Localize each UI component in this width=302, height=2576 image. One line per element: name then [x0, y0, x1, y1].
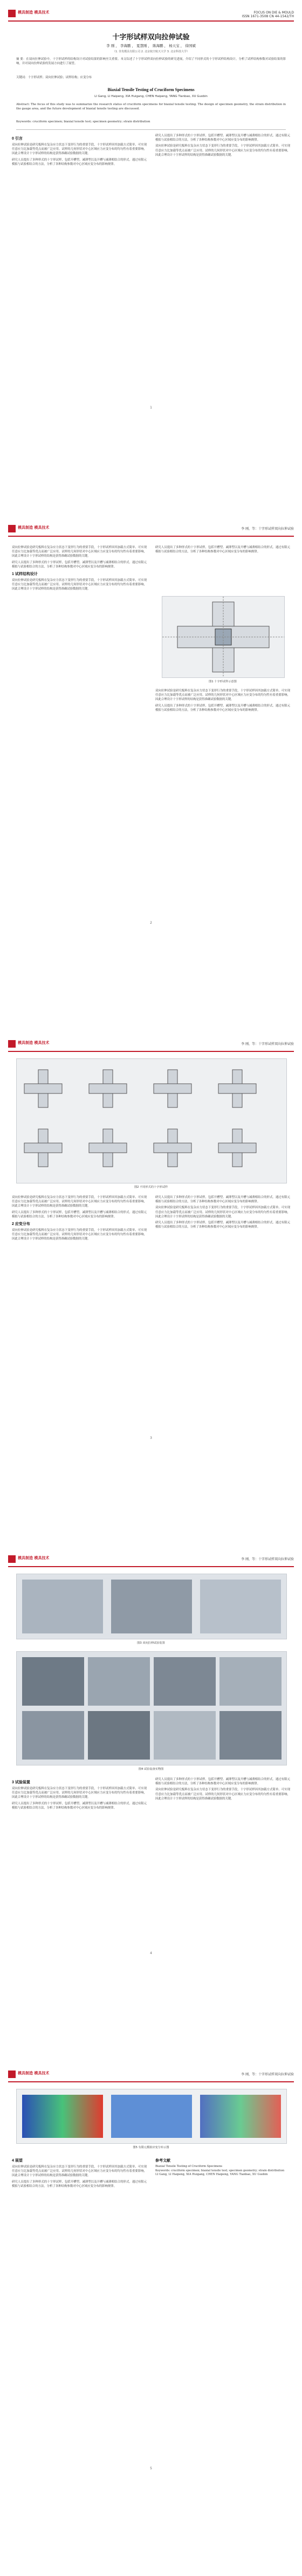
equipment-photos	[17, 1652, 286, 1765]
page-header	[8, 2069, 294, 2085]
page-header	[8, 1039, 294, 1054]
figure-3	[16, 1574, 287, 1639]
reference-list	[155, 2165, 290, 2177]
reference-item: Keywords: cruciform specimen; biaxial tensile test; specimen geometry; strain distribution	[155, 2169, 285, 2172]
p2-col-left	[12, 545, 147, 592]
paragraph: 双向拉伸试验是研究板料在复杂应力状态下变形行为的重要手段，十字形试样因其加载方式简单、可实现任意应力比加载等优点而被广泛应用。试样的几何形状对中心区域应力应变分布的均匀性有着重要影响，因此合理设计十字形试样的结构是获得准确试验数据的关键。	[12, 1196, 147, 1208]
paragraph: 双向拉伸试验是研究板料在复杂应力状态下变形行为的重要手段，十字形试样因其加载方式简单、可实现任意应力比加载等优点而被广泛应用。试样的几何形状对中心区域应力应变分布的均匀性有着重要影响，因此合理设计十字形试样的结构是获得准确试验数据的关键。	[12, 2165, 147, 2178]
header-rule	[8, 536, 294, 537]
running-title: 李 刚，等：十字形试样双向拉伸试验	[241, 1557, 294, 1561]
paragraph: 双向拉伸试验是研究板料在复杂应力状态下变形行为的重要手段，十字形试样因其加载方式简单、可实现任意应力比加载等优点而被广泛应用。试样的几何形状对中心区域应力应变分布的均匀性有着重要影响，因此合理设计十字形试样的结构是获得准确试验数据的关键。	[155, 144, 290, 157]
journal-logo-icon	[8, 1555, 16, 1563]
paragraph: 研究人员提出了多种形式的十字形试样，包括开槽型、减薄型以及开槽与减薄相结合的形式。通过有限元模拟与试验相结合的方法，分析了各种结构参数对中心区域应变分布的影响规律。	[12, 158, 147, 166]
paragraph: 研究人员提出了多种形式的十字形试样，包括开槽型、减薄型以及开槽与减薄相结合的形式。通过有限元模拟与试验相结合的方法，分析了各种结构参数对中心区域应变分布的影响规律。	[12, 2180, 147, 2188]
page-number: 5	[150, 2467, 152, 2470]
section-heading: 4 展望	[12, 2159, 23, 2163]
paragraph: 研究人员提出了多种形式的十字形试样，包括开槽型、减薄型以及开槽与减薄相结合的形式。通过有限元模拟与试验相结合的方法，分析了各种结构参数对中心区域应变分布的影响规律。	[155, 1221, 290, 1229]
paragraph: 双向拉伸试验是研究板料在复杂应力状态下变形行为的重要手段，十字形试样因其加载方式简单、可实现任意应力比加载等优点而被广泛应用。试样的几何形状对中心区域应力应变分布的均匀性有着重要影响，因此合理设计十字形试样的结构是获得准确试验数据的关键。	[155, 1206, 290, 1218]
running-title: 李 刚，等：十字形试样双向拉伸试验	[241, 2073, 294, 2076]
paper-title-en: Biaxial Tensile Testing of Cruciform Specimens	[107, 87, 195, 92]
paragraph: 研究人员提出了多种形式的十字形试样，包括开槽型、减薄型以及开槽与减薄相结合的形式。通过有限元模拟与试验相结合的方法，分析了各种结构参数对中心区域应变分布的影响规律。	[155, 704, 290, 712]
paragraph: 双向拉伸试验是研究板料在复杂应力状态下变形行为的重要手段，十字形试样因其加载方式简单、可实现任意应力比加载等优点而被广泛应用。试样的几何形状对中心区域应力应变分布的均匀性有着重要影响，因此合理设计十字形试样的结构是获得准确试验数据的关键。	[12, 1787, 147, 1799]
page-5	[0, 2061, 302, 2476]
running-title: 李 刚，等：十字形试样双向拉伸试验	[241, 527, 294, 531]
figure-1-caption: 图1 十字形试样示意图	[209, 680, 237, 683]
section-heading: 0 引言	[12, 137, 23, 141]
affiliation-cn: （1. 佳发模具有限公司 2. 北京航空航天大学 3. 北京科技大学）	[112, 50, 190, 53]
p1-col-left	[12, 134, 147, 167]
figure-2-caption: 图2 不同形式的十字形试样	[134, 1186, 168, 1189]
p5-col-right	[155, 2156, 290, 2177]
authors-en: LI Gang, LI Haipeng, XIA Huigang, CHEN Haipeng, YANG Tianbao, XU Guobin	[94, 95, 208, 98]
page-3	[0, 1030, 302, 1445]
p5-col-left	[12, 2156, 147, 2189]
header-rule	[8, 1566, 294, 1567]
reference-item: Biaxial Tensile Testing of Cruciform Specimens	[155, 2165, 223, 2168]
journal-logo-icon	[8, 2071, 16, 2078]
paragraph: 双向拉伸试验是研究板料在复杂应力状态下变形行为的重要手段，十字形试样因其加载方式简单、可实现任意应力比加载等优点而被广泛应用。试样的几何形状对中心区域应力应变分布的均匀性有着重要影响，因此合理设计十字形试样的结构是获得准确试验数据的关键。	[12, 1229, 147, 1241]
page-2	[0, 515, 302, 930]
figure-4-caption: 图4 试验设备实物图	[138, 1768, 164, 1771]
p3-col-left	[12, 1195, 147, 1242]
journal-logo-icon	[8, 1040, 16, 1048]
figure-3-caption: 图3 双向拉伸试验装置	[137, 1642, 165, 1645]
p2-col-right	[155, 545, 290, 554]
section-heading: 3 试验装置	[12, 1781, 30, 1784]
header-rule	[8, 2081, 294, 2082]
journal-logo-icon	[8, 10, 16, 17]
paragraph: 研究人员提出了多种形式的十字形试样，包括开槽型、减薄型以及开槽与减薄相结合的形式。通过有限元模拟与试验相结合的方法，分析了各种结构参数对中心区域应变分布的影响规律。	[155, 1778, 290, 1786]
p4-col-left	[12, 1777, 147, 1810]
page-number: 3	[150, 1436, 152, 1440]
journal-logo-icon	[8, 525, 16, 532]
p3-col-right	[155, 1195, 290, 1229]
journal-logo-text: 模具制造 模具技术	[18, 10, 50, 15]
header-issn: ISSN 1671-3508 CN 44-1542/TH	[242, 15, 294, 18]
header-rule	[8, 1051, 294, 1052]
paragraph: 双向拉伸试验是研究板料在复杂应力状态下变形行为的重要手段，十字形试样因其加载方式简单、可实现任意应力比加载等优点而被广泛应用。试样的几何形状对中心区域应力应变分布的均匀性有着重要影响，因此合理设计十字形试样的结构是获得准确试验数据的关键。	[12, 546, 147, 558]
journal-logo-text: 模具制造 模具技术	[18, 1041, 50, 1045]
fem-contours	[17, 2089, 286, 2143]
page-number: 2	[150, 921, 152, 925]
page-header	[8, 524, 294, 539]
paragraph: 双向拉伸试验是研究板料在复杂应力状态下变形行为的重要手段，十字形试样因其加载方式简单、可实现任意应力比加载等优点而被广泛应用。试样的几何形状对中心区域应力应变分布的均匀性有着重要影响，因此合理设计十字形试样的结构是获得准确试验数据的关键。	[155, 1788, 290, 1801]
paragraph: 研究人员提出了多种形式的十字形试样，包括开槽型、减薄型以及开槽与减薄相结合的形式。通过有限元模拟与试验相结合的方法，分析了各种结构参数对中心区域应变分布的影响规律。	[12, 1210, 147, 1218]
section-heading: 2 应变分布	[12, 1222, 30, 1227]
paragraph: 双向拉伸试验是研究板料在复杂应力状态下变形行为的重要手段，十字形试样因其加载方式简单、可实现任意应力比加载等优点而被广泛应用。试样的几何形状对中心区域应力应变分布的均匀性有着重要影响，因此合理设计十字形试样的结构是获得准确试验数据的关键。	[12, 143, 147, 156]
page-header	[8, 1554, 294, 1569]
header-rule	[8, 20, 294, 22]
page-4	[0, 1546, 302, 1961]
section-heading: 1 试样结构设计	[12, 572, 38, 577]
test-rig-photos	[17, 1574, 286, 1639]
paragraph: 研究人员提出了多种形式的十字形试样，包括开槽型、减薄型以及开槽与减薄相结合的形式。通过有限元模拟与试验相结合的方法，分析了各种结构参数对中心区域应变分布的影响规律。	[155, 1196, 290, 1204]
paragraph: 研究人员提出了多种形式的十字形试样，包括开槽型、减薄型以及开槽与减薄相结合的形式。通过有限元模拟与试验相结合的方法，分析了各种结构参数对中心区域应变分布的影响规律。	[155, 134, 290, 142]
paragraph: 双向拉伸试验是研究板料在复杂应力状态下变形行为的重要手段，十字形试样因其加载方式简单、可实现任意应力比加载等优点而被广泛应用。试样的几何形状对中心区域应力应变分布的均匀性有着重要影响，因此合理设计十字形试样的结构是获得准确试验数据的关键。	[12, 579, 147, 591]
paragraph: 研究人员提出了多种形式的十字形试样，包括开槽型、减薄型以及开槽与减薄相结合的形式。通过有限元模拟与试验相结合的方法，分析了各种结构参数对中心区域应变分布的影响规律。	[12, 1802, 147, 1810]
specimen-grid	[17, 1059, 286, 1183]
running-title: 李 刚，等：十字形试样双向拉伸试验	[241, 1042, 294, 1046]
journal-logo-text: 模具制造 模具技术	[18, 1556, 50, 1560]
cruciform-diagram	[162, 597, 284, 677]
figure-5	[16, 2089, 287, 2144]
figure-4	[16, 1651, 287, 1765]
abstract-en: Abstract: The focus of this study was to summarize the research status of cruciform specimens for biaxial tensile testing. The design of specimen geometry, the strain distribution in the gauge area, and the future development of biaxial tensile testing are discussed.	[16, 103, 286, 111]
authors-cn: 李 刚 ， 李海鹏 ， 夏慧刚 ， 陈海鹏 ， 杨天宝 ， 徐国斌	[106, 44, 196, 48]
reference-item: LI Gang, LI Haipeng, XIA Huigang, CHEN Haipeng, YANG Tianbao, XU Guobin	[155, 2173, 268, 2177]
page-header	[8, 9, 294, 24]
p4-col-right	[155, 1777, 290, 1801]
keywords-en: Keywords: cruciform specimen; biaxial tensile test; specimen geometry; strain distribution	[16, 120, 150, 123]
paragraph: 研究人员提出了多种形式的十字形试样，包括开槽型、减薄型以及开槽与减薄相结合的形式。通过有限元模拟与试验相结合的方法，分析了各种结构参数对中心区域应变分布的影响规律。	[155, 546, 290, 554]
header-right	[242, 11, 294, 18]
page-number: 1	[150, 406, 152, 410]
keywords-cn: 关键词：十字形试样；双向拉伸试验；试样结构；应变分布	[16, 76, 92, 79]
paragraph: 研究人员提出了多种形式的十字形试样，包括开槽型、减薄型以及开槽与减薄相结合的形式。通过有限元模拟与试验相结合的方法，分析了各种结构参数对中心区域应变分布的影响规律。	[12, 560, 147, 569]
figure-1	[162, 596, 285, 678]
figure-2	[16, 1058, 287, 1183]
abstract-rule	[16, 129, 286, 130]
header-focus: FOCUS ON DIE & MOULD	[253, 11, 294, 15]
paragraph: 双向拉伸试验是研究板料在复杂应力状态下变形行为的重要手段，十字形试样因其加载方式简单、可实现任意应力比加载等优点而被广泛应用。试样的几何形状对中心区域应力应变分布的均匀性有着重要影响，因此合理设计十字形试样的结构是获得准确试验数据的关键。	[155, 689, 290, 702]
figure-5-caption: 图5 有限元模拟应变分布云图	[133, 2146, 169, 2149]
journal-logo-text: 模具制造 模具技术	[18, 2071, 50, 2075]
p1-col-right	[155, 134, 290, 157]
page-number: 4	[150, 1951, 152, 1955]
abstract-cn: 摘 要：在双向拉伸试验中，十字形试样的结构设计对试验结果的影响至关重要。本文综述了十字形试样双向拉伸试验的研究进展，介绍了不同形式的十字形试样结构设计，分析了试样结构参数对试验结果的影响，并对双向拉伸试验的发展方向进行了展望。	[16, 58, 286, 66]
references-heading: 参考文献	[155, 2159, 170, 2163]
p2-col-right-lower	[155, 689, 290, 712]
paper-title-cn: 十字形试样双向拉伸试验	[112, 33, 190, 41]
journal-logo-text: 模具制造 模具技术	[18, 525, 50, 530]
page-1	[0, 0, 302, 415]
